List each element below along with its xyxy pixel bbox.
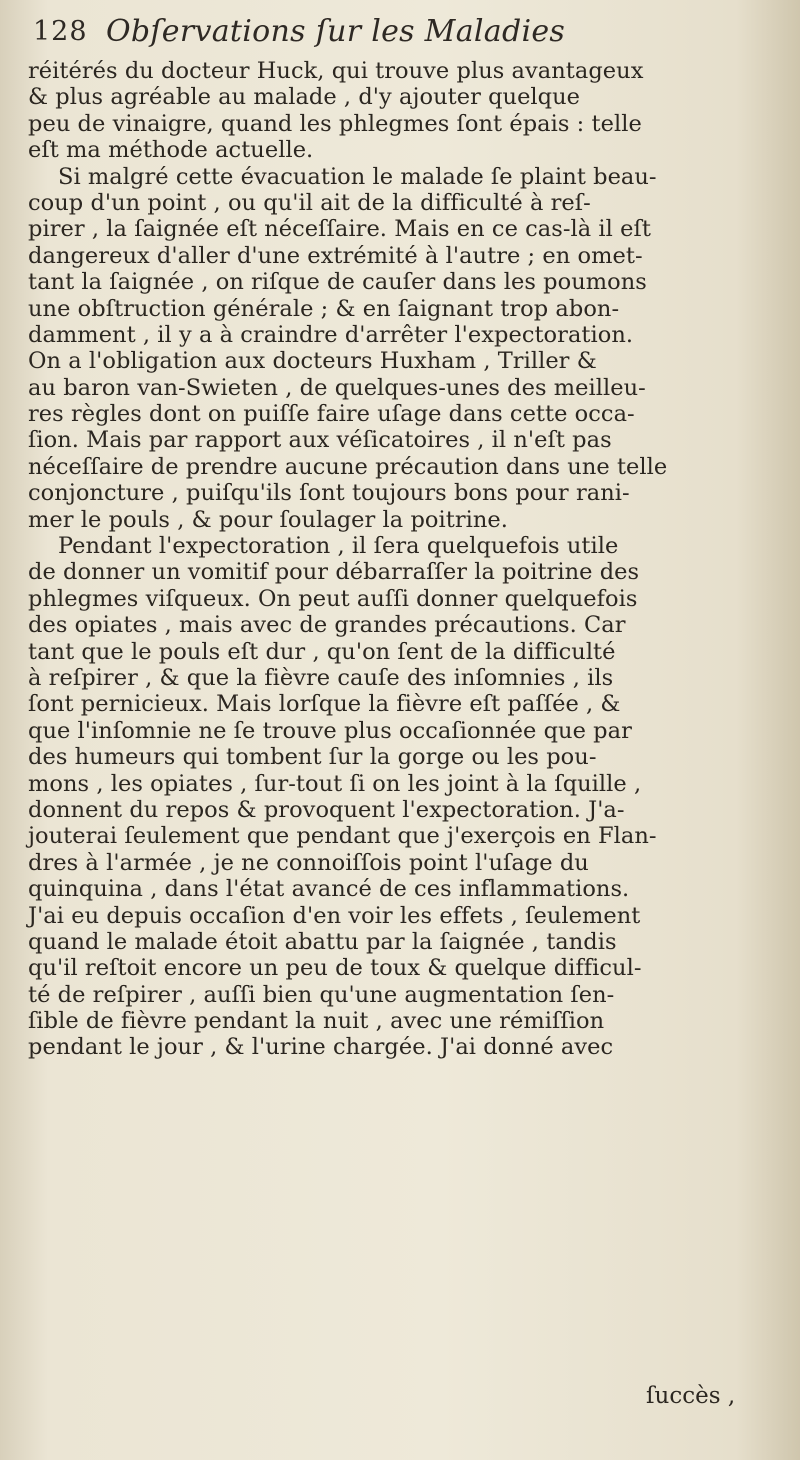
text-line: tant que le pouls eſt dur , qu'on ſent de la difficulté [28, 638, 616, 665]
text-line: quand le malade étoit abattu par la ſaignée , tandis [28, 928, 617, 955]
text-line: té de reſpirer , auſſi bien qu'une augmentation ſen- [28, 981, 615, 1008]
text-line: ſion. Mais par rapport aux véſicatoires , il n'eſt pas [28, 427, 612, 454]
text-line: ſont pernicieux. Mais lorſque la fièvre eſt paſſée , & [28, 691, 621, 718]
text-line: conjoncture , puiſqu'ils ſont toujours bons pour rani- [28, 480, 630, 507]
text-line: eſt ma méthode actuelle. [28, 137, 314, 164]
text-line: au baron van-Swieten , de quelques-unes des meilleu- [28, 374, 646, 401]
text-line: une obſtruction générale ; & en ſaignant trop abon- [28, 295, 620, 322]
text-line: Si malgré cette évacuation le malade ſe plaint beau- [58, 163, 657, 190]
text-line: damment , il y a à craindre d'arrêter l'expectoration. [28, 321, 634, 348]
text-line: mer le pouls , & pour ſoulager la poitrine. [28, 506, 508, 533]
text-line: ſible de fièvre pendant la nuit , avec une rémiſſion [28, 1008, 605, 1035]
text-line: néceſſaire de prendre aucune précaution dans une telle [28, 453, 668, 480]
text-line: J'ai eu depuis occaſion d'en voir les effets , ſeulement [28, 902, 641, 929]
text-line: jouterai ſeulement que pendant que j'exerçois en Flan- [28, 823, 657, 850]
text-line: phlegmes viſqueux. On peut auſſi donner quelquefois [28, 585, 638, 612]
text-line: mons , les opiates , ſur-tout ſi on les joint à la ſquille , [28, 770, 642, 797]
text-line: res règles dont on puiſſe faire uſage dans cette occa- [28, 401, 635, 428]
text-line: On a l'obligation aux docteurs Huxham , Triller & [28, 348, 597, 375]
text-line: que l'inſomnie ne ſe trouve plus occaſionnée que par [28, 717, 632, 744]
text-line: peu de vinaigre, quand les phlegmes ſont épais : telle [28, 110, 642, 137]
text-line: pendant le jour , & l'urine chargée. J'ai donné avec [28, 1034, 614, 1061]
text-line: dres à l'armée , je ne connoiſſois point l'uſage du [28, 849, 589, 876]
text-line: pirer , la ſaignée eſt néceſſaire. Mais en ce cas-là il eſt [28, 216, 651, 243]
text-line: Pendant l'expectoration , il ſera quelquefois utile [58, 533, 619, 560]
text-line: coup d'un point , ou qu'il ait de la difficulté à reſ- [28, 189, 591, 216]
text-line: de donner un vomitif pour débarraſſer la poitrine des [28, 559, 640, 586]
page-number: 128 [33, 16, 88, 47]
catchword: ſuccès , [646, 1383, 736, 1409]
book-page [28, 10, 788, 1450]
text-line: quinquina , dans l'état avancé de ces inflammations. [28, 876, 630, 903]
text-line: & plus agréable au malade , d'y ajouter quelque [28, 84, 581, 111]
text-line: donnent du repos & provoquent l'expectoration. J'a- [28, 796, 625, 823]
text-line: dangereux d'aller d'une extrémité à l'autre ; en omet- [28, 242, 643, 269]
text-line: des humeurs qui tombent ſur la gorge ou les pou- [28, 744, 597, 771]
text-line: réitérés du docteur Huck, qui trouve plus avantageux [28, 58, 644, 84]
text-line: à reſpirer , & que la fièvre cauſe des inſomnies , ils [28, 664, 614, 691]
text-line: des opiates , mais avec de grandes précautions. Car [28, 612, 626, 639]
body-text [28, 58, 770, 1061]
text-line: tant la ſaignée , on riſque de cauſer dans les poumons [28, 269, 647, 296]
running-title: Obſervations ſur les Maladies [106, 14, 566, 49]
text-line: qu'il reſtoit encore un peu de toux & quelque difficul- [28, 955, 642, 982]
